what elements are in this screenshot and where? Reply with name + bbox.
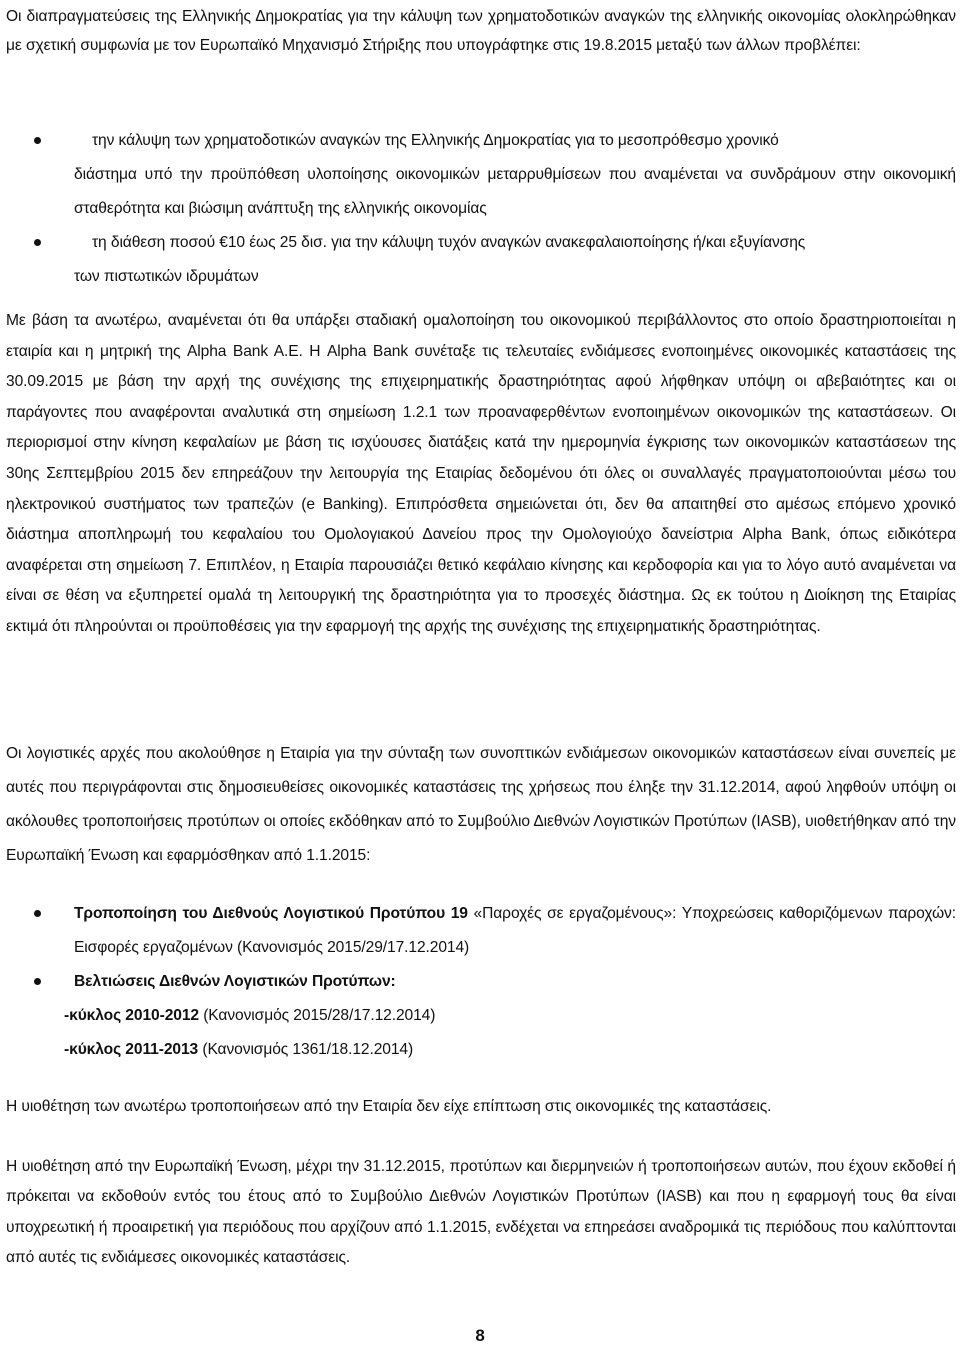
cycle-item (6, 999, 956, 1033)
bullet-icon (34, 978, 41, 985)
list-item (6, 897, 956, 965)
list-item-continuation: των πιστωτικών ιδρυμάτων (74, 268, 259, 285)
bullet-icon (34, 239, 41, 246)
list-item (6, 226, 956, 294)
adoption-effect-paragraph: Η υιοθέτηση των ανωτέρω τροποποιήσεων από την Εταιρία δεν είχε επίπτωση στις οικονομικές της καταστάσεις. (6, 1098, 772, 1115)
list-item-continuation: διάστημα υπό την προϋπόθεση υλοποίησης οικονομικών μεταρρυθμίσεων που αναμένεται να συνδράμουν στην οικονομική σταθερότητα και βιώσιμη ανάπτυξη της ελληνικής οικονομίας (74, 166, 956, 217)
cycle-label: -κύκλος 2011-2013 (64, 1041, 199, 1058)
improvements-title: Βελτιώσεις Διεθνών Λογιστικών Προτύπων: (74, 973, 396, 990)
bullet-icon (34, 137, 41, 144)
cycle-label: -κύκλος 2010-2012 (64, 1007, 199, 1024)
accounting-policies-paragraph: Οι λογιστικές αρχές που ακολούθησε η Εταιρία για την σύνταξη των συνοπτικών ενδιάμεσων οικονομικών καταστάσεων είναι συνεπείς με αυτές που περιγράφονται στις δημοσιευθείσες οικονομικές καταστάσεις της χρήσεως που έληξε την 31.12.2014, αφού ληφθούν υπόψη οι ακόλουθες τροποποιήσεις προτύπων οι οποίες εκδόθηκαν από το Συμβούλιο Διεθνών Λογιστικών Προτύπων (IASB), υιοθετήθηκαν από την Ευρωπαϊκή Ένωση και εφαρμόσθηκαν από 1.1.2015: (6, 745, 956, 864)
list-item (6, 124, 956, 226)
going-concern-paragraph: Με βάση τα ανωτέρω, αναμένεται ότι θα υπάρξει σταδιακή ομαλοποίηση του οικονομικού περιβάλλοντος στο οποίο δραστηριοποιείται η εταιρία και η μητρική της Alpha Bank A.E. Η Alpha Bank συνέταξε τις τελευταίες ενδιάμεσες ενοποιημένες οικονομικές καταστάσεις της 30.09.2015 με βάση την αρχή της συνέχισης της επιχειρηματικής δραστηριότητας αφού λήφθηκαν υπόψη οι αβεβαιότητες και οι παράγοντες που αναφέρονται αναλυτικά στη σημείωση 1.2.1 των προαναφερθέντων ενοποιημένων οικονομικών της καταστάσεων. Οι περιορισμοί στην κίνηση κεφαλαίων με βάση τις ισχύουσες διατάξεις κατά την ημερομηνία έγκρισης των οικονομικών καταστάσεων της 30ης Σεπτεμβρίου 2015 δεν επηρεάζουν την λειτουργία της Εταιρίας δεδομένου ότι όλες οι συναλλαγές πραγματοποιούνται μέσω του ηλεκτρονικού συστήματος των τραπεζών (e Banking). Επιπρόσθετα σημειώνεται ότι, δεν θα απαιτηθεί στο αμέσως επόμενο χρονικό διάστημα αποπληρωμή του κεφαλαίου του Ομολογιακού Δανείου προς την Ομολογιούχο δανείστρια Alpha Bank, όπως ειδικότερα αναφέρεται στη σημείωση 7. Επιπλέον, η Εταιρία παρουσιάζει θετικό κεφάλαιο κίνησης και κερδοφορία και για το λόγο αυτό αναμένεται να είναι σε θέση να εξυπηρετεί ομαλά τη λειτουργική της δραστηριότητα για το προσεχές διάστημα. Ως εκ τούτου η Διοίκηση της Εταιρίας εκτιμά ότι πληρούνται οι προϋποθέσεις για την εφαρμογή της αρχής της συνέχισης της επιχειρηματικής δραστηριότητας. (6, 312, 956, 635)
page-number: 8 (475, 1326, 485, 1345)
cycle-item (6, 1033, 956, 1067)
amendment-description: «Παροχές σε εργαζομένους»: Υποχρεώσεις καθοριζόμενων παροχών: Εισφορές εργαζομένων (Κανονισμός 2015/29/17.12.2014) (74, 905, 956, 956)
list-item-text: την κάλυψη των χρηματοδοτικών αναγκών της Ελληνικής Δημοκρατίας για το μεσοπρόθεσμο χρονικό (92, 132, 779, 149)
intro-paragraph: Οι διαπραγματεύσεις της Ελληνικής Δημοκρατίας για την κάλυψη των χρηματοδοτικών αναγκών της ελληνικής οικονομίας ολοκληρώθηκαν με σχετική συμφωνία με τον Ευρωπαϊκό Μηχανισμό Στήριξης που υπογράφτηκε στις 19.8.2015 μεταξύ των άλλων προβλέπει: (6, 8, 956, 54)
cycle-regulation: (Κανονισμός 1361/18.12.2014) (198, 1041, 414, 1058)
agreement-provisions-list (6, 124, 956, 294)
list-item-text: τη διάθεση ποσού €10 έως 25 δισ. για την κάλυψη τυχόν αναγκών ανακεφαλαιοποίησης ή/και εξυγίανσης (92, 234, 806, 251)
amendment-title: Τροποποίηση του Διεθνούς Λογιστικού Προτύπου 19 (74, 905, 468, 922)
future-standards-paragraph: Η υιοθέτηση από την Ευρωπαϊκή Ένωση, μέχρι την 31.12.2015, προτύπων και διερμηνειών ή τροποποιήσεων αυτών, που έχουν εκδοθεί ή πρόκειται να εκδοθούν εντός του έτους από το Συμβούλιο Διεθνών Λογιστικών Προτύπων (IASB) και που η εφαρμογή τους θα είναι υποχρεωτική ή προαιρετική για περιόδους που αρχίζουν από 1.1.2015, ενδέχεται να επηρεάσει αναδρομικά τις περιόδους που καλύπτονται από αυτές τις ενδιάμεσες οικονομικές καταστάσεις. (6, 1158, 956, 1267)
cycle-regulation: (Κανονισμός 2015/28/17.12.2014) (198, 1007, 436, 1024)
standards-amendments-list (6, 897, 956, 1067)
bullet-icon (34, 910, 41, 917)
list-item (6, 965, 956, 999)
